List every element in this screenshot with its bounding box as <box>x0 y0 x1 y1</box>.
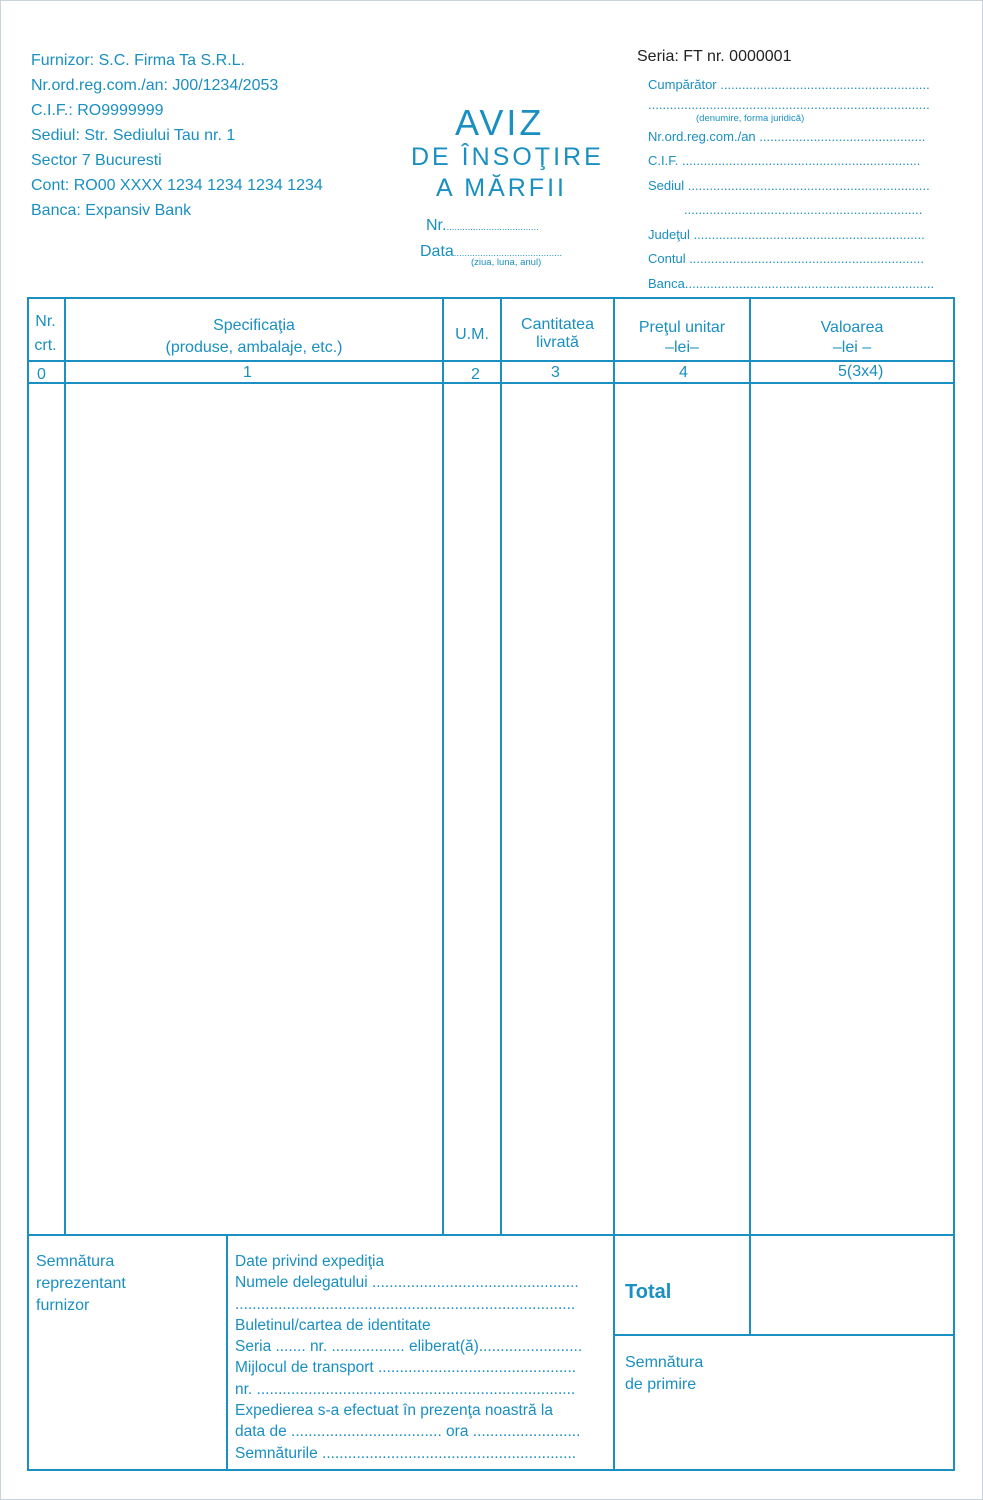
presence-statement: Expedierea s-a efectuat în prezenţa noastră la <box>235 1402 553 1420</box>
delegate-name-field[interactable]: Numele delegatului ................................................ <box>235 1274 579 1292</box>
nr-field[interactable] <box>426 217 539 235</box>
id-card-label: Buletinul/cartea de identitate <box>235 1316 431 1334</box>
supplier-city: Sector 7 Bucuresti <box>31 152 162 169</box>
data-dots: ......................................... <box>453 248 563 259</box>
expedition-title: Date privind expediţia <box>235 1253 385 1270</box>
col-number-5: 5(3x4) <box>838 363 884 380</box>
receipt-signature-label: Semnătura de primire <box>625 1354 704 1393</box>
supplier-account: Cont: RO00 XXXX 1234 1234 1234 1234 <box>31 177 323 194</box>
supplier-reg-number: Nr.ord.reg.com./an: J00/1234/2053 <box>31 77 279 94</box>
table-border-top <box>27 297 955 299</box>
signatures-field[interactable]: Semnăturile ........................................................... <box>235 1444 577 1462</box>
table-border-bottom <box>27 1469 955 1471</box>
date-time-field[interactable]: data de ................................... ora ......................... <box>235 1423 581 1441</box>
header-quantity: Cantitatea livrată <box>521 316 594 351</box>
footer-col-line <box>226 1234 228 1471</box>
delegate-name-field-cont[interactable]: ............................................................................... <box>235 1295 576 1313</box>
supplier-bank: Banca: Expansiv Bank <box>31 202 192 219</box>
col-number-4: 4 <box>679 364 688 381</box>
header-unit-price: Preţul unitar –lei– <box>638 319 726 356</box>
supplier-cif: C.I.F.: RO9999999 <box>31 102 164 119</box>
supplier-name: Furnizor: S.C. Firma Ta S.R.L. <box>31 52 245 69</box>
header-unit: U.M. <box>455 326 489 343</box>
total-value-cell[interactable] <box>751 1236 953 1334</box>
buyer-name[interactable]: Cumpărător .......................................................... <box>648 77 930 92</box>
header-nr-crt: Nr. crt. <box>34 313 57 354</box>
col-number-1: 1 <box>243 364 252 381</box>
nr-dots: ................................... <box>446 222 539 233</box>
col-line-1 <box>64 297 66 1235</box>
col-line-3 <box>500 297 502 1235</box>
col-number-2: 2 <box>471 366 480 383</box>
header-value: Valoarea –lei – <box>820 319 884 356</box>
buyer-address-cont[interactable]: .................................................................. <box>684 202 923 217</box>
col-number-0: 0 <box>37 366 46 383</box>
buyer-name-cont[interactable]: .............................................................................. <box>648 96 930 112</box>
document-title: AVIZ <box>455 102 545 143</box>
table-border-left <box>27 297 29 1471</box>
data-label: Data <box>420 243 454 260</box>
total-separator <box>613 1334 955 1336</box>
date-format-hint: (ziua, luna, anul) <box>471 257 542 268</box>
transport-number-field[interactable]: nr. .......................................................................... <box>235 1380 576 1398</box>
series-number: Seria: FT nr. 0000001 <box>637 48 792 65</box>
buyer-name-hint: (denumire, forma juridică) <box>696 112 805 124</box>
col-number-3: 3 <box>551 364 560 381</box>
col-line-5 <box>749 297 751 1336</box>
supplier-signature-label: Semnătura reprezentant furnizor <box>36 1253 126 1314</box>
expedition-details <box>235 1251 582 1464</box>
col-line-2 <box>442 297 444 1235</box>
buyer-address[interactable]: Sediul ................................................................... <box>648 177 930 193</box>
buyer-county[interactable]: Judeţul ................................................................ <box>648 226 925 242</box>
table-border-right <box>953 297 955 1471</box>
document-subtitle-1: DE ÎNSOŢIRE <box>411 143 604 171</box>
buyer-block <box>648 73 934 296</box>
nr-label: Nr. <box>426 217 447 234</box>
header-separator <box>27 360 955 362</box>
supplier-block <box>31 48 323 223</box>
col-line-4 <box>613 297 615 1471</box>
buyer-cif[interactable]: C.I.F. .................................................................. <box>648 153 921 168</box>
header-specification: Specificaţia (produse, ambalaje, etc.) <box>165 317 343 356</box>
buyer-bank[interactable]: Banca..................................................................... <box>648 275 935 291</box>
colnum-separator <box>27 382 955 384</box>
id-card-series-field[interactable]: Seria ....... nr. ................. eliberat(ă)........................ <box>235 1338 583 1356</box>
buyer-account[interactable]: Contul ................................................................. <box>648 251 924 266</box>
supplier-address: Sediul: Str. Sediului Tau nr. 1 <box>31 127 236 144</box>
document-subtitle-2: A MĂRFII <box>436 174 567 202</box>
buyer-reg-number[interactable]: Nr.ord.reg.com./an .............................................. <box>648 128 926 144</box>
total-label: Total <box>625 1281 672 1303</box>
transport-field[interactable]: Mijlocul de transport .............................................. <box>235 1359 577 1377</box>
